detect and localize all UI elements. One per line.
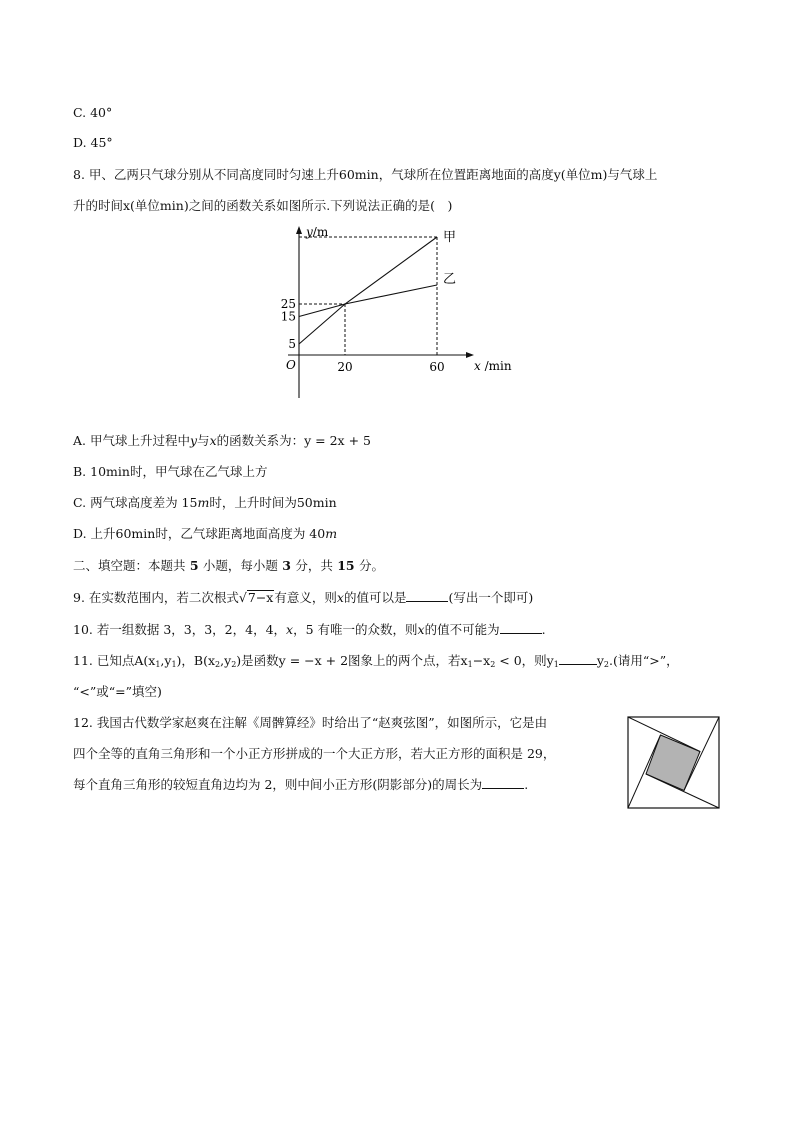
q8-option-d-m: m [325, 526, 338, 541]
zhao-shuang-diagram [627, 716, 721, 810]
q8-chart [270, 220, 520, 405]
q8-stem-line1: 8. 甲、乙两只气球分别从不同高度同时匀速上升60min，气球所在位置距离地面的高度y(单位m)与气球上 [73, 167, 658, 182]
y-tick-label-25: 25 [280, 297, 296, 311]
q10 [73, 621, 546, 639]
q9-x: x [336, 590, 344, 605]
section2-p4: 分。 [358, 558, 384, 573]
x-axis-arrow [466, 352, 474, 358]
q11-sub1: 1 [155, 660, 161, 669]
q9-answer-blank[interactable] [406, 589, 448, 602]
q11-answer-blank[interactable] [559, 652, 597, 665]
q10-mid: ，5 有唯一的众数，则 [293, 622, 418, 637]
q11-sub7: 1 [553, 660, 559, 669]
q8-option-a-pre: A. 甲气球上升过程中 [73, 433, 190, 448]
section2-n3: 15 [332, 558, 359, 573]
q11-sub8: 2 [603, 660, 609, 669]
q7-option-c: C. 40° [73, 105, 113, 120]
q11-sub6: 2 [490, 660, 496, 669]
q11-t3: )，B(x [176, 653, 216, 668]
section2-n2: 3 [277, 558, 296, 573]
q8-option-c-pre: C. 两气球高度差为 15 [73, 495, 198, 510]
series-label-2: 乙 [443, 272, 457, 287]
q9-pre: 9. 在实数范围内，若二次根式 [73, 590, 239, 605]
q12-line1: 12. 我国古代数学家赵爽在注解《周髀算经》时给出了“赵爽弦图”，如图所示，它是由 [73, 715, 548, 730]
q11-t9: .(请用“>”， [609, 653, 679, 668]
x-axis-label: x /min [474, 359, 512, 373]
q12-line3 [73, 776, 528, 794]
radical-sign: √ [238, 590, 247, 605]
q12-line2: 四个全等的直角三角形和一个小正方形拼成的一个大正方形，若大正方形的面积是 29， [73, 746, 556, 761]
section2-p2: 小题，每小题 [202, 558, 278, 573]
q11-t2: ,y [160, 653, 172, 668]
y-tick-label-5: 5 [288, 337, 296, 351]
series-line-1 [299, 237, 437, 344]
q8-stem-line2: 升的时间x(单位min)之间的函数关系如图所示.下列说法正确的是( ) [73, 198, 453, 213]
q8-option-a-x: x [209, 433, 217, 448]
origin-label: O [286, 358, 296, 372]
section2-heading [73, 557, 384, 575]
q9-radicand: 7−x [247, 590, 274, 605]
q10-x2: x [417, 622, 425, 637]
q8-option-d [73, 525, 337, 543]
x-tick-label-60: 60 [429, 360, 445, 374]
y-tick-label-15: 15 [280, 309, 296, 324]
q11-sub2: 1 [171, 660, 177, 669]
q8-option-d-pre: D. 上升60min时，乙气球距离地面高度为 40 [73, 526, 326, 541]
q12-answer-blank[interactable] [482, 776, 524, 789]
q11-line2: “<”或“=”填空) [73, 684, 162, 699]
q10-x1: x [286, 622, 294, 637]
section2-p3: 分，共 [295, 558, 333, 573]
series-label-1: 甲 [443, 230, 457, 245]
q11-t5: )是函数y = −x + 2图象上的两个点，若x [236, 653, 468, 668]
q11-line1 [73, 652, 679, 670]
q11-t8: y [596, 653, 604, 668]
q8-option-c [73, 494, 337, 512]
q8-option-b: B. 10min时，甲气球在乙气球上方 [73, 464, 268, 479]
q11-t7: < 0，则y [495, 653, 554, 668]
q12-line3-pre: 每个直角三角形的较短直角边均为 2，则中间小正方形(阴影部分)的周长为 [73, 777, 483, 792]
q12-line3-post: . [524, 777, 529, 792]
q8-option-a-post: 的函数关系为：y = 2x + 5 [216, 433, 371, 448]
q11-sub4: 2 [231, 660, 237, 669]
q8-option-c-post: 时，上升时间为50min [209, 495, 337, 510]
q8-option-a-mid: 与 [197, 433, 210, 448]
q11-sub5: 1 [467, 660, 473, 669]
q8-option-c-m: m [197, 495, 210, 510]
q8-option-a [73, 432, 371, 450]
x-tick-label-20: 20 [337, 360, 353, 374]
section2-n1: 5 [185, 558, 203, 573]
q7-option-d: D. 45° [73, 135, 113, 150]
q9-post: 的值可以是 [343, 590, 407, 605]
q11-sub3: 2 [215, 660, 221, 669]
q11-t4: ,y [220, 653, 232, 668]
section2-p1: 二、填空题：本题共 [73, 558, 186, 573]
q9-tail: (写出一个即可) [448, 590, 534, 605]
q11-t6: −x [472, 653, 491, 668]
y-axis-label: y/m [306, 225, 329, 239]
q10-post: 的值不可能为 [424, 622, 500, 637]
y-axis-arrow [296, 226, 302, 234]
series-line-2 [299, 285, 437, 317]
q10-answer-blank[interactable] [500, 621, 542, 634]
q9 [73, 589, 533, 607]
q10-tail: . [541, 622, 546, 637]
q8-option-a-y: y [189, 433, 198, 448]
q10-pre: 10. 若一组数据 3，3，3，2，4，4， [73, 622, 287, 637]
q9-mid: 有意义，则 [274, 590, 337, 605]
q11-t1: 11. 已知点A(x [73, 653, 156, 668]
inner-square-shaded [646, 735, 700, 791]
